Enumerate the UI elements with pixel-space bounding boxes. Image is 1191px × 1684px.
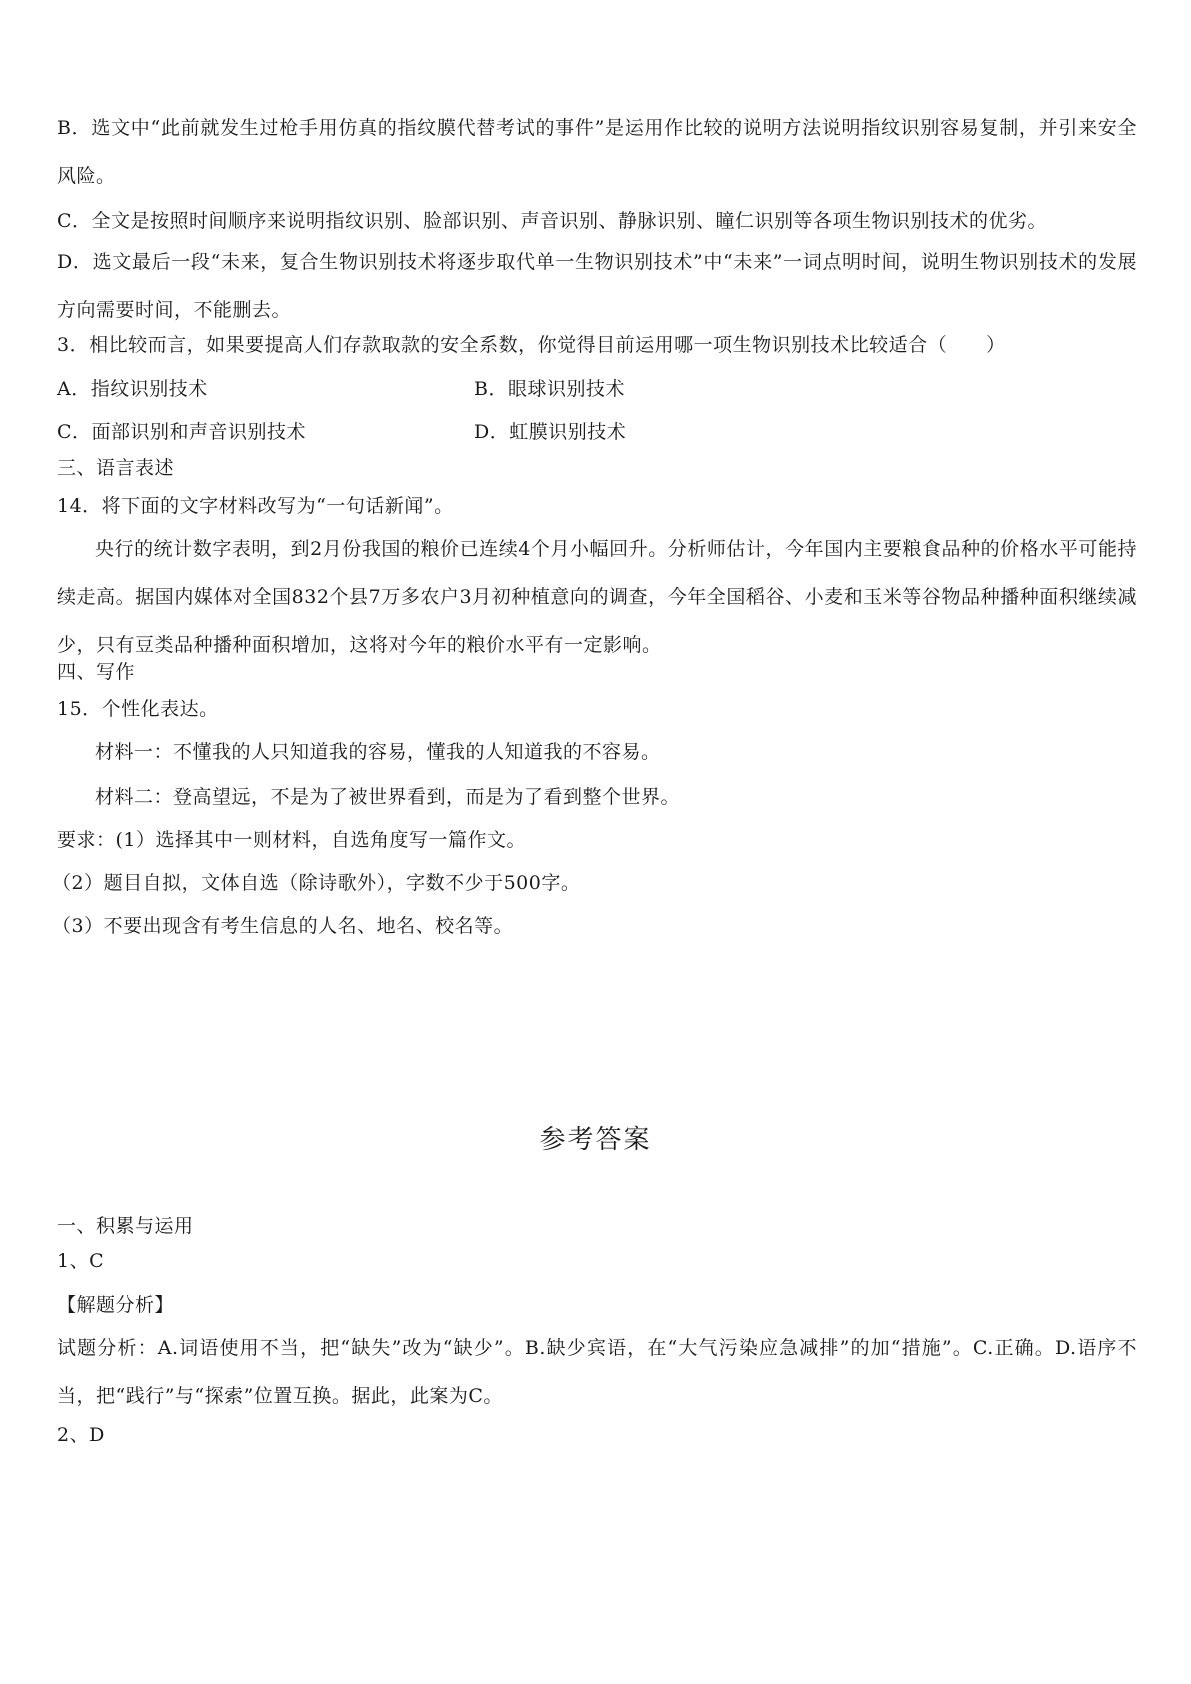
q3-option-b: B．眼球识别技术 bbox=[474, 378, 625, 400]
writing-material-1: 材料一：不懂我的人只知道我的容易，懂我的人知道我的不容易。 bbox=[95, 741, 661, 763]
q14-material: 央行的统计数字表明，到2月份我国的粮价已连续4个月小幅回升。分析师估计，今年国内主要粮食品种的价格水平可能持续走高。据国内媒体对全国832个县7万多农户3月初种植意向的调查，今年全国稻谷、小麦和玉米等谷物品种播种面积继续减少，只有豆类品种播种面积增加，这将对今年的粮价水平有一定影响。 bbox=[57, 538, 1137, 656]
q3-option-d: D．虹膜识别技术 bbox=[474, 421, 627, 443]
answer-1-analysis: 试题分析：A.词语使用不当，把“缺失”改为“缺少”。B.缺少宾语，在“大气污染应急减排”的加“措施”。C.正确。D.语序不当，把“践行”与“探索”位置互换。据此，此案为C。 bbox=[57, 1337, 1137, 1407]
writing-material-2: 材料二：登高望远，不是为了被世界看到，而是为了看到整个世界。 bbox=[95, 786, 681, 808]
q3-option-a: A．指纹识别技术 bbox=[57, 378, 208, 400]
q2-option-b: B．选文中“此前就发生过枪手用仿真的指纹膜代替考试的事件”是运用作比较的说明方法说明指纹识别容易复制，并引来安全风险。 bbox=[57, 117, 1137, 187]
analysis-heading: 【解题分析】 bbox=[57, 1294, 175, 1316]
answer-key-title: 参考答案 bbox=[539, 1125, 652, 1155]
answer-section-heading: 一、积累与运用 bbox=[57, 1215, 194, 1237]
q15-stem: 15．个性化表达。 bbox=[57, 698, 219, 720]
answer-1: 1、C bbox=[57, 1250, 105, 1272]
section-heading-language: 三、语言表述 bbox=[57, 457, 175, 479]
q3-stem: 3．相比较而言，如果要提高人们存款取款的安全系数，你觉得目前运用哪一项生物识别技术比较适合（ ） bbox=[57, 334, 1006, 356]
q14-stem: 14．将下面的文字材料改写为“一句话新闻”。 bbox=[57, 495, 454, 517]
writing-requirement-1: 要求：(1）选择其中一则材料，自选角度写一篇作文。 bbox=[57, 829, 527, 851]
q3-option-c: C．面部识别和声音识别技术 bbox=[57, 421, 307, 443]
writing-requirement-2: （2）题目自拟，文体自选（除诗歌外），字数不少于500字。 bbox=[52, 872, 581, 894]
writing-requirement-3: （3）不要出现含有考生信息的人名、地名、校名等。 bbox=[52, 915, 514, 937]
answer-2: 2、D bbox=[57, 1424, 105, 1446]
section-heading-writing: 四、写作 bbox=[57, 661, 136, 683]
q2-option-d: D．选文最后一段“未来，复合生物识别技术将逐步取代单一生物识别技术”中“未来”一词点明时间，说明生物识别技术的发展方向需要时间，不能删去。 bbox=[57, 251, 1137, 321]
q2-option-c: C．全文是按照时间顺序来说明指纹识别、脸部识别、声音识别、静脉识别、瞳仁识别等各项生物识别技术的优劣。 bbox=[57, 210, 1048, 232]
